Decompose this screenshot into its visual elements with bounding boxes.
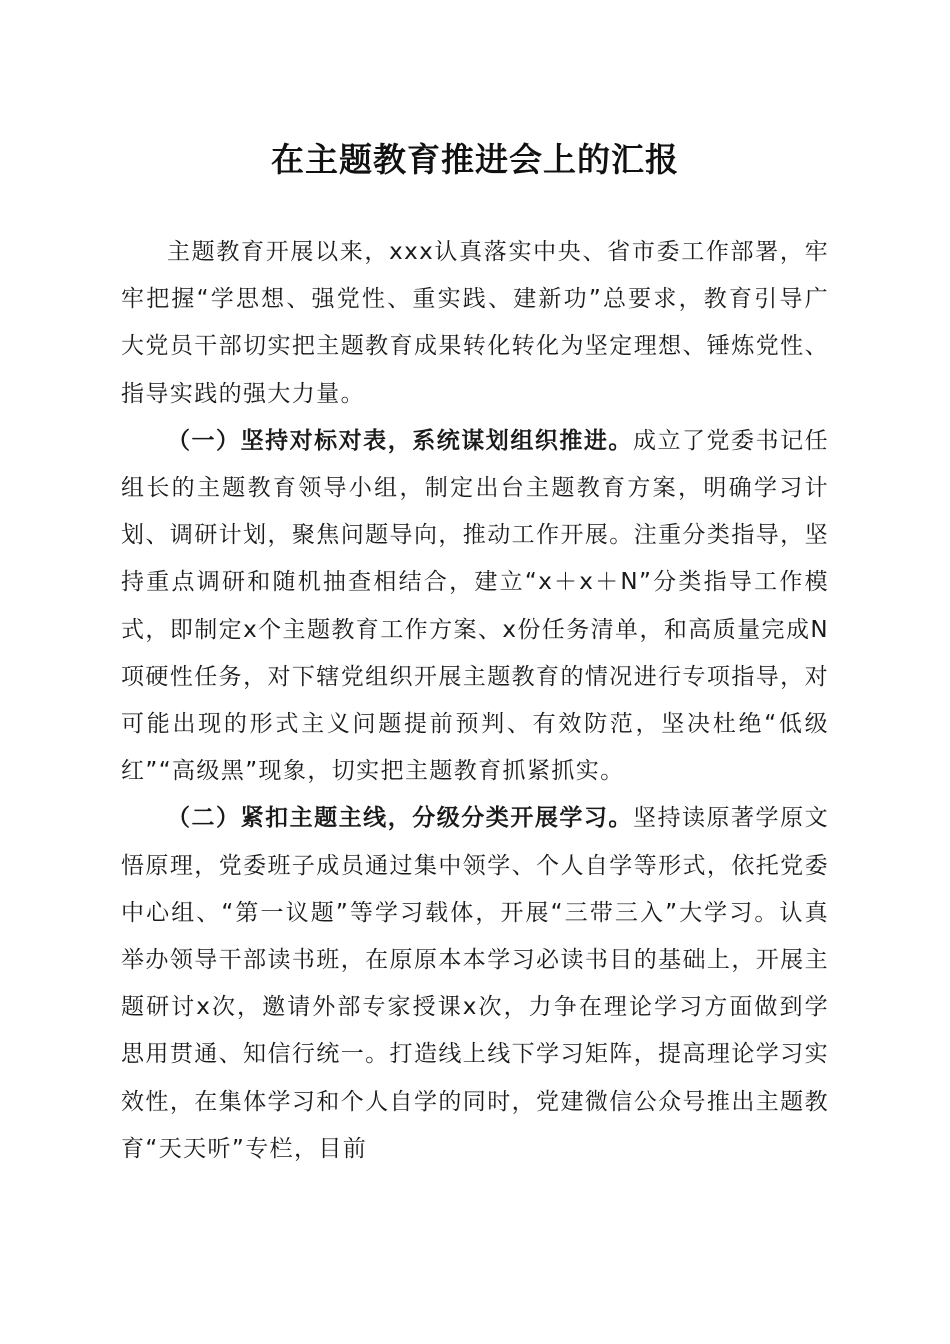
paragraph-intro [121,229,829,418]
paragraph-section-2 [121,795,829,1173]
paragraph-section-1 [121,418,829,796]
paragraph-text: 坚持读原著学原文悟原理，党委班子成员通过集中领学、个人自学等形式，依托党委中心组、“第一议题”等学习载体，开展“三带三入”大学习。认真举办领导干部读书班，在原原本本学习必读书目的基础上，开展主题研讨x次，邀请外部专家授课x次，力争在理论学习方面做到学思用贯通、知信行统一。打造线上线下学习矩阵，提高理论学习实效性，在集体学习和个人自学的同时，党建微信公众号推出主题教育“天天听”专栏，目前 [121,805,829,1162]
section-heading: （二）紧扣主题主线，分级分类开展学习。 [167,805,633,832]
paragraph-text: 主题教育开展以来，xxx认真落实中央、省市委工作部署，牢牢把握“学思想、强党性、重实践、建新功”总要求，教育引导广大党员干部切实把主题教育成果转化转化为坚定理想、锤炼党性、指导实践的强大力量。 [121,239,829,407]
document-body [121,229,829,1173]
paragraph-text: 成立了党委书记任组长的主题教育领导小组，制定出台主题教育方案，明确学习计划、调研计划，聚焦问题导向，推动工作开展。注重分类指导，坚持重点调研和随机抽查相结合，建立“x＋x＋N”分类指导工作模式，即制定x个主题教育工作方案、x份任务清单，和高质量完成N项硬性任务，对下辖党组织开展主题教育的情况进行专项指导，对可能出现的形式主义问题提前预判、有效防范，坚决杜绝“低级红”“高级黑”现象，切实把主题教育抓紧抓实。 [121,427,829,785]
section-heading: （一）坚持对标对表，系统谋划组织推进。 [167,427,633,454]
document-title: 在主题教育推进会上的汇报 [271,140,679,179]
